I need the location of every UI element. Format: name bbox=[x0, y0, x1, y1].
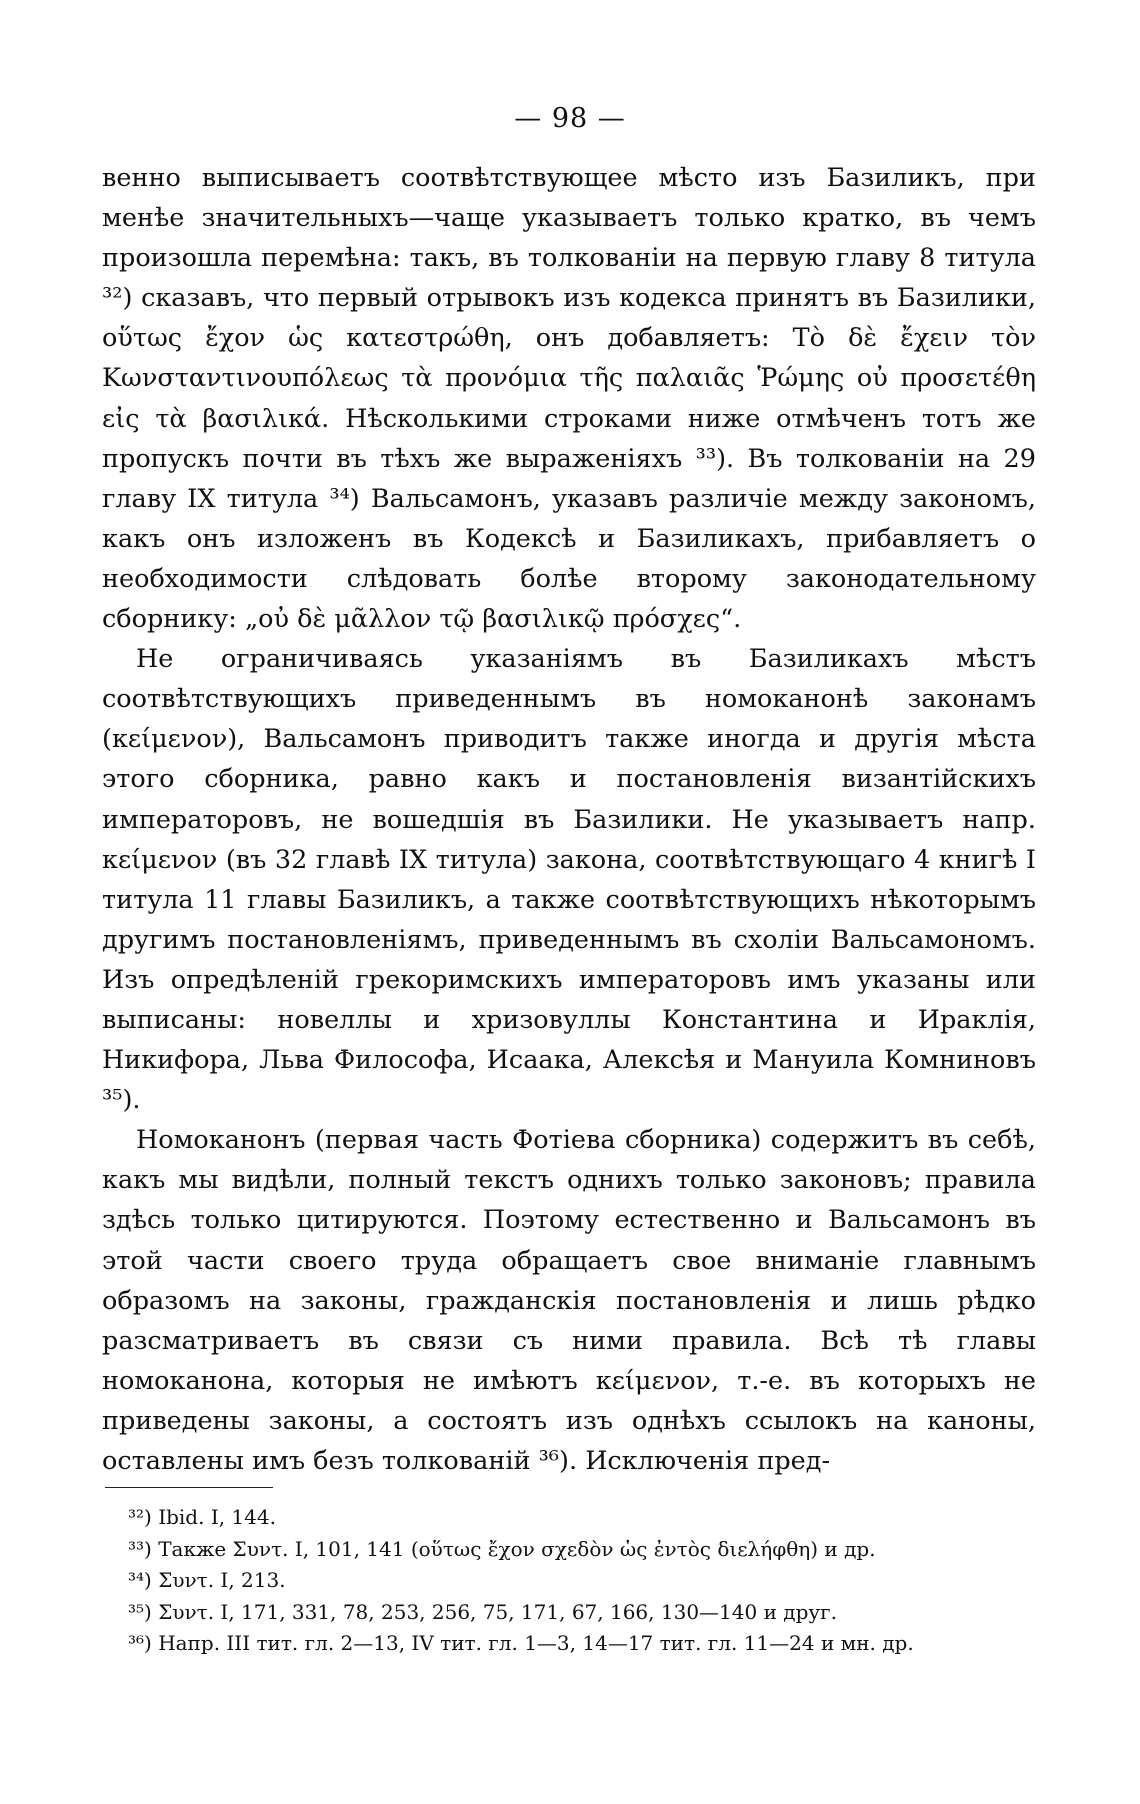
paragraph-2: Не ограничиваясь указаніямъ въ Базиликахъ мѣстъ соотвѣтствующихъ приведеннымъ въ номоканонѣ законамъ (κείμενον), Вальсамонъ приводитъ также иногда и другія мѣста этого сборника, равно какъ и постановленія византійскихъ императоровъ, не вошедшія въ Базилики. Не указываетъ напр. κείμενον (въ 32 главѣ IX титула) закона, соотвѣтствующаго 4 книгѣ I титула 11 главы Базиликъ, а также соотвѣтствующихъ нѣкоторымъ другимъ постановленіямъ, приведеннымъ въ схоліи Вальсамономъ. Изъ опредѣленій грекоримскихъ императоровъ имъ указаны или выписаны: новеллы и хризовуллы Константина и Ираклія, Никифора, Льва Философа, Исаака, Алексѣя и Мануила Комниновъ ³⁵). bbox=[102, 644, 1036, 1116]
footnote-33: ³³) Также Συντ. I, 101, 141 (οὕτως ἔχον σχεδὸν ὡς ἐντὸς διελήφθη) и др. bbox=[128, 1536, 876, 1561]
footnote-35: ³⁵) Συντ. I, 171, 331, 78, 253, 256, 75, 171, 67, 166, 130—140 и друг. bbox=[128, 1599, 837, 1624]
footnote-34: ³⁴) Συντ. I, 213. bbox=[128, 1568, 286, 1592]
footnotes bbox=[128, 1502, 1038, 1660]
footnote-36: ³⁶) Напр. III тит. гл. 2—13, IV тит. гл. 1—3, 14—17 тит. гл. 11—24 и мн. др. bbox=[128, 1631, 914, 1655]
footnote-separator bbox=[105, 1487, 273, 1488]
page-number: — 98 — bbox=[514, 103, 626, 134]
body-text bbox=[102, 158, 1036, 1481]
paragraph-3: Номоканонъ (первая часть Фотіева сборника) содержитъ въ себѣ, какъ мы видѣли, полный текстъ однихъ только законовъ; правила здѣсь только цитируются. Поэтому естественно и Вальсамонъ въ этой части своего труда обращаетъ свое вниманіе главнымъ образомъ на законы, гражданскія постановленія и лишь рѣдко разсматриваетъ въ связи съ ними правила. Всѣ тѣ главы номоканона, которыя не имѣютъ κείμενον, т.-е. въ которыхъ не приведены законы, а состоятъ изъ однѣхъ ссылокъ на каноны, оставлены имъ безъ толкованій ³⁶). Исключенія пред- bbox=[102, 1125, 1036, 1476]
paragraph-1: венно выписываетъ соотвѣтствующее мѣсто изъ Базиликъ, при менѣе значительныхъ—чаще указываетъ только кратко, въ чемъ произошла перемѣна: такъ, въ толкованіи на первую главу 8 титула ³²) сказавъ, что первый отрывокъ изъ кодекса принятъ въ Базилики, οὕτως ἔχον ὡς κατεστρώθη, онъ добавляетъ: Τὸ δὲ ἔχειν τὸν Κωνσταντινουπόλεως τὰ προνόμια τῆς παλαιᾶς Ῥώμης οὐ προσετέθη εἰς τὰ βασιλικά. Нѣсколькими строками ниже отмѣченъ тотъ же пропускъ почти въ тѣхъ же выраженіяхъ ³³). Въ толкованіи на 29 главу IX титула ³⁴) Вальсамонъ, указавъ различіе между закономъ, какъ онъ изложенъ въ Кодексѣ и Базиликахъ, прибавляетъ о необходимости слѣдовать болѣе второму законодательному сборнику: „οὐ δὲ μᾶλλον τῷ βασιλικῷ πρόσχες“. bbox=[102, 163, 1036, 635]
footnote-32: ³²) Ibid. I, 144. bbox=[128, 1505, 276, 1529]
